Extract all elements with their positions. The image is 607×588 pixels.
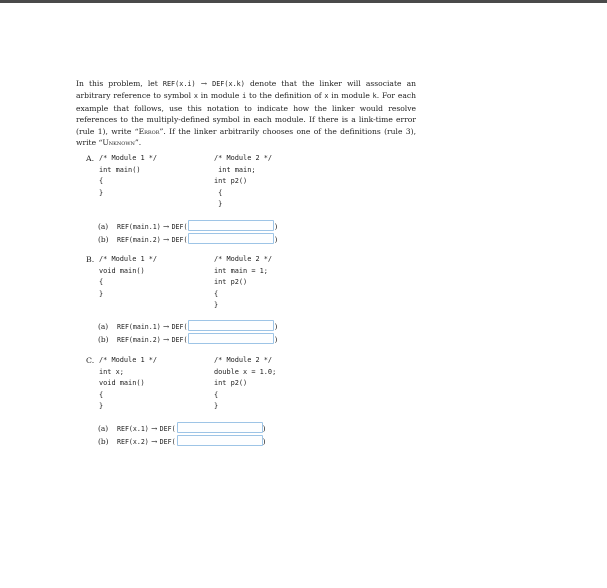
- section-letter: B.: [86, 255, 95, 264]
- module-1-code: /* Module 1 */ void main() { }: [99, 255, 158, 298]
- question-b: (b) REF(main.2) → DEF( ): [98, 235, 278, 244]
- question-a: (a) REF(main.1) → DEF( ): [98, 222, 278, 231]
- answer-field[interactable]: [188, 233, 274, 244]
- answer-field[interactable]: [177, 435, 263, 446]
- module-2-code: /* Module 2 */ int main; int p2() { }: [214, 154, 273, 208]
- top-border: [0, 0, 607, 3]
- answer-field[interactable]: [188, 220, 274, 231]
- answer-field[interactable]: [188, 320, 274, 331]
- question-a: (a) REF(x.1) → DEF( ): [98, 424, 266, 433]
- answer-field[interactable]: [177, 422, 263, 433]
- module-2-code: /* Module 2 */ int main = 1; int p2() { }: [214, 255, 273, 309]
- question-b: (b) REF(x.2) → DEF( ): [98, 437, 266, 446]
- problem-intro: In this problem, let REF(x.i) → DEF(x.k) denote that the linker will associate an arbitrary reference to symbol x in module i to the definition of x in module k. For each example that follows, use this notation to indicate how the linker would resolve references to the multiply-defined symbol in each module. If there is a link-time error (rule 1), write “Error”. If the linker arbitrarily chooses one of the definitions (rule 3), write “Unknown”.: [76, 79, 417, 148]
- answer-field[interactable]: [188, 333, 274, 344]
- module-2-code: /* Module 2 */ double x = 1.0; int p2() { }: [214, 356, 277, 410]
- question-b: (b) REF(main.2) → DEF( ): [98, 335, 278, 344]
- section-letter: A.: [86, 154, 95, 163]
- question-a: (a) REF(main.1) → DEF( ): [98, 322, 278, 331]
- module-1-code: /* Module 1 */ int main() { }: [99, 154, 158, 197]
- section-letter: C.: [86, 356, 95, 365]
- module-1-code: /* Module 1 */ int x; void main() { }: [99, 356, 158, 410]
